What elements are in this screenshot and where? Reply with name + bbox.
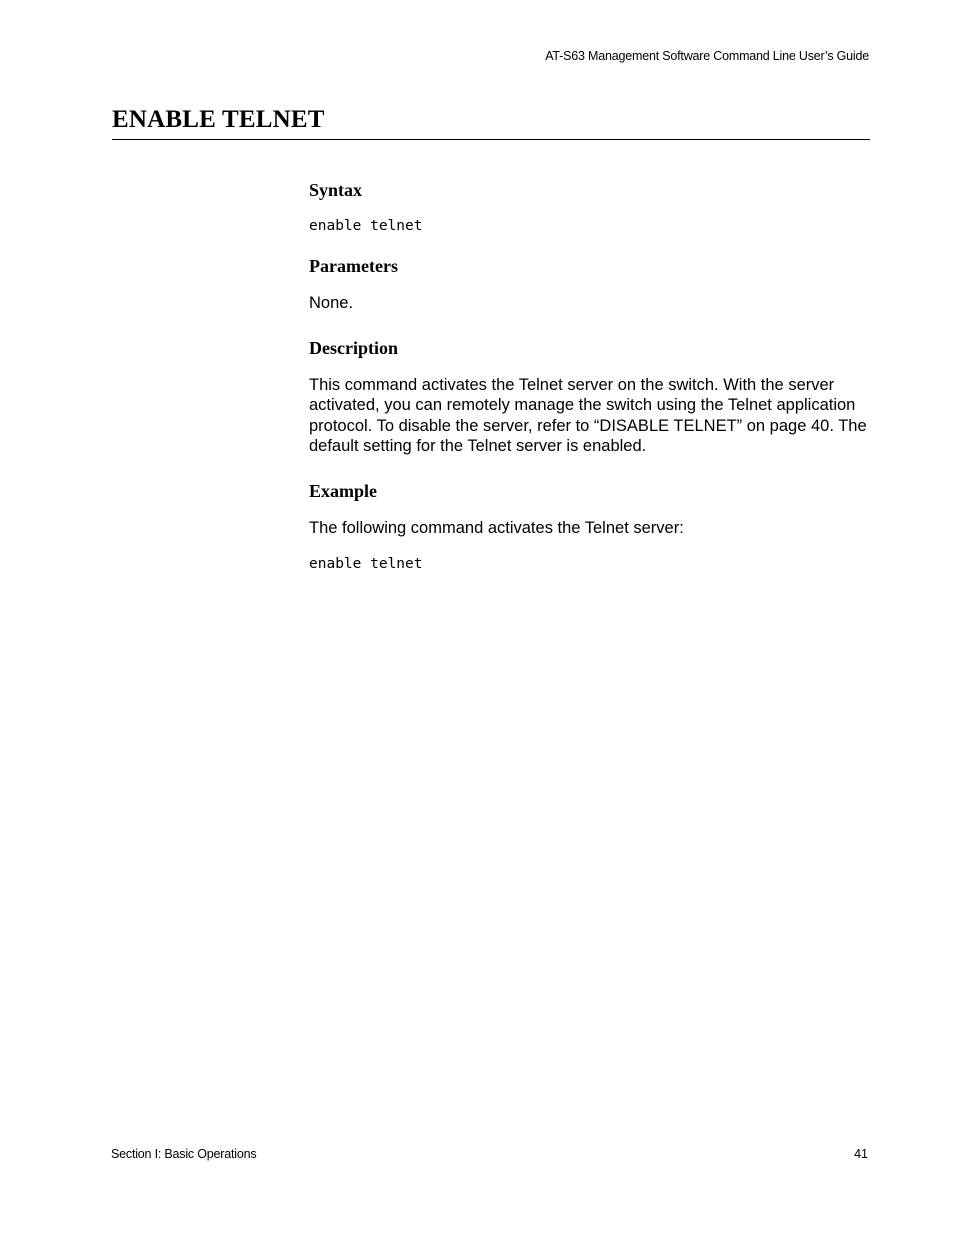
description-text: This command activates the Telnet server on the switch. With the server activated, you can remotely manage the switch using the Telnet application protocol. To disable the server, refer to “DISABLE TELNET” on page 40. The default setting for the Telnet server is enabled.	[309, 375, 867, 455]
example-heading: Example	[309, 480, 378, 501]
parameters-heading: Parameters	[309, 256, 398, 276]
parameters-text: None.	[309, 294, 354, 312]
example-command: enable telnet	[309, 556, 423, 572]
title-rule	[112, 139, 870, 140]
description-heading: Description	[309, 337, 398, 358]
footer-section: Section I: Basic Operations	[111, 1147, 257, 1161]
example-intro: The following command activates the Telnet server:	[309, 518, 684, 537]
main-content	[309, 178, 871, 574]
page-number: 41	[854, 1147, 868, 1161]
page-title: ENABLE TELNET	[112, 106, 325, 133]
syntax-heading: Syntax	[309, 180, 363, 200]
syntax-command: enable telnet	[309, 218, 423, 234]
running-header: AT-S63 Management Software Command Line User’s Guide	[545, 49, 869, 63]
